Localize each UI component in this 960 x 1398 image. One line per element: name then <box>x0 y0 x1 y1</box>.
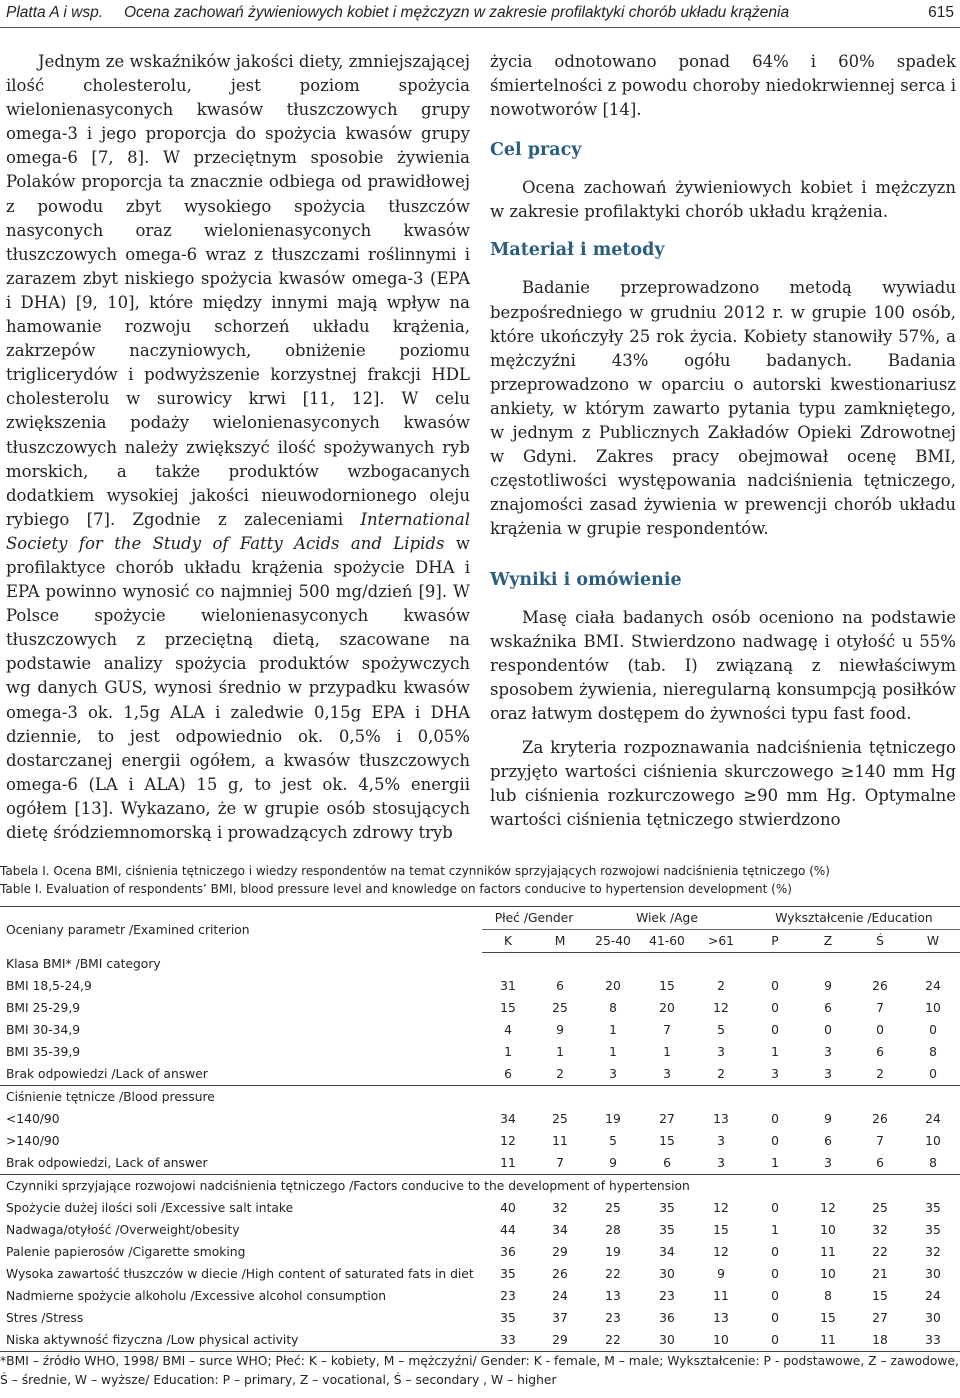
value-cell: 8 <box>824 1289 832 1303</box>
intro-paragraph <box>6 50 470 845</box>
value-cell: 30 <box>640 1329 694 1352</box>
methods-paragraph: Badanie przeprowadzono metodą wywiadu bezpośredniego w grudniu 2012 r. w grupie 100 osób, które ukończyły 25 rok życia. Kobiety stanowiły 57%, a mężczyźni 43% ogółu badanych. Badania przeprowadzono w oparciu o autorski kwestionariusz ankiety, w którym zawarto pytania typu zamkniętego, w jednym z Publicznych Zakładów Opieki Zdrowotnej w Gdyni. Zakres pracy obejmował ocenę BMI, częstotliwości występowania nadciśnienia tętniczego, znajomości zasad żywienia w prewencji chorób układu krążenia w grupie respondentów. <box>490 278 956 539</box>
value-cell: 22 <box>872 1245 888 1259</box>
value-cell: 4 <box>504 1023 512 1037</box>
value-cell: 10 <box>694 1329 748 1352</box>
table-captions <box>0 862 960 898</box>
subheader-cell: P <box>748 930 802 953</box>
subheader-cell: 25-40 <box>586 930 640 953</box>
value-cell: 3 <box>717 1134 725 1148</box>
value-cell: 30 <box>925 1267 941 1281</box>
section-title: Ciśnienie tętnicze /Blood pressure <box>0 1086 960 1109</box>
value-cell: 27 <box>659 1112 675 1126</box>
table-row <box>0 975 960 997</box>
table-row <box>0 1152 960 1175</box>
value-cell: 34 <box>500 1112 516 1126</box>
value-cell: 11 <box>713 1289 729 1303</box>
row-label: >140/90 <box>6 1134 60 1148</box>
value-cell: 2 <box>556 1067 564 1081</box>
param-header: Oceniany parametr /Examined criterion <box>0 907 482 953</box>
subheader-cell: >61 <box>694 930 748 953</box>
value-cell: 11 <box>820 1245 836 1259</box>
value-cell: 0 <box>876 1023 884 1037</box>
row-label: Nadwaga/otyłość /Overweight/obesity <box>6 1223 240 1237</box>
value-cell: 19 <box>605 1112 621 1126</box>
section-row <box>0 953 960 976</box>
value-cell: 33 <box>482 1329 534 1352</box>
value-cell: 3 <box>824 1067 832 1081</box>
value-cell: 0 <box>748 1329 802 1352</box>
value-cell: 9 <box>717 1267 725 1281</box>
value-cell: 13 <box>605 1289 621 1303</box>
value-cell: 15 <box>659 979 675 993</box>
value-cell: 0 <box>771 1134 779 1148</box>
value-cell: 9 <box>556 1023 564 1037</box>
value-cell: 6 <box>824 1001 832 1015</box>
value-cell: 8 <box>609 1001 617 1015</box>
value-cell: 7 <box>876 1001 884 1015</box>
value-cell: 10 <box>925 1001 941 1015</box>
value-cell: 6 <box>504 1067 512 1081</box>
value-cell: 34 <box>659 1245 675 1259</box>
value-cell: 3 <box>717 1045 725 1059</box>
value-cell: 7 <box>556 1156 564 1170</box>
intro-text-rest: w profilaktyce chorób układu krążenia spożycie DHA i EPA powinno wynosić co najmniej 500 mg/dzień [9]. W Polsce spożycie wielonienasyconych kwasów tłuszczowych z przeciętną dietą, szacowane na podstawie analizy spożycia produktów spożywczych wg danych GUS, wynosi średnio w przypadku kwasów omega-3 ok. 1,5g ALA i zaledwie 0,15g EPA i DHA dziennie, to jest odpowiednio ok. 0,5% i 0,05% dostarczanej energii ogółem, a kwasów tłuszczowych omega-6 (LA i ALA) 15 g, to jest ok. 4,5% energii ogółem [13]. Wykazano, że w grupie osób stosujących dietę śródziemnomorską i prowadzących zdrowy tryb <box>6 533 470 842</box>
row-label: Palenie papierosów /Cigarette smoking <box>6 1245 246 1259</box>
value-cell: 15 <box>500 1001 516 1015</box>
value-cell: 26 <box>872 1112 888 1126</box>
value-cell: 3 <box>771 1067 779 1081</box>
row-label: Brak odpowiedzi /Lack of answer <box>6 1067 208 1081</box>
value-cell: 26 <box>872 979 888 993</box>
value-cell: 24 <box>552 1289 568 1303</box>
value-cell: 1 <box>609 1023 617 1037</box>
age-header: Wiek /Age <box>586 907 748 930</box>
results-paragraph-1: Masę ciała badanych osób oceniono na podstawie wskaźnika BMI. Stwierdzono nadwagę i otyłość u 55% respondentów (tab. I) związaną z niewłaściwym sposobem żywienia, nieregularną konsumpcją posiłków oraz łatwym dostępem do żywności typu fast food. <box>490 607 956 723</box>
value-cell: 13 <box>713 1311 729 1325</box>
value-cell: 15 <box>659 1134 675 1148</box>
value-cell: 5 <box>717 1023 725 1037</box>
continued-paragraph: życia odnotowano ponad 64% i 60% spadek śmiertelności z powodu choroby niedokrwiennej serca i nowotworów [14]. <box>490 52 956 120</box>
subheader-cell: M <box>534 930 586 953</box>
value-cell: 19 <box>605 1245 621 1259</box>
value-cell: 10 <box>925 1134 941 1148</box>
value-cell: 22 <box>605 1267 621 1281</box>
value-cell: 3 <box>824 1045 832 1059</box>
subheader-cell: K <box>482 930 534 953</box>
table-row <box>0 1329 960 1352</box>
table-row <box>0 1108 960 1130</box>
value-cell: 25 <box>605 1201 621 1215</box>
value-cell: 1 <box>771 1045 779 1059</box>
value-cell: 9 <box>824 979 832 993</box>
value-cell: 29 <box>552 1245 568 1259</box>
table-footnote: *BMI – źródło WHO, 1998/ BMI – surce WHO; Płeć: K – kobiety, M – mężczyźni/ Gender: K - female, M – male; Wykształcenie: P - podstawowe, Z – zawodowe, Ś – średnie, W – wyższe/ Education: P – primary, Z – vocational, Ś – secondary , W – higher <box>0 1354 959 1387</box>
value-cell: 12 <box>500 1134 516 1148</box>
value-cell: 24 <box>925 979 941 993</box>
aim-paragraph: Ocena zachowań żywieniowych kobiet i mężczyzn w zakresie profilaktyki chorób układu krążenia. <box>490 178 956 222</box>
table-row <box>0 1241 960 1263</box>
value-cell: 36 <box>659 1311 675 1325</box>
value-cell: 35 <box>500 1311 516 1325</box>
value-cell: 3 <box>824 1156 832 1170</box>
section-row <box>0 1086 960 1109</box>
value-cell: 3 <box>717 1156 725 1170</box>
row-label: Stres /Stress <box>6 1311 84 1325</box>
value-cell: 15 <box>872 1289 888 1303</box>
value-cell: 32 <box>925 1245 941 1259</box>
value-cell: 1 <box>771 1223 779 1237</box>
running-head-title: Ocena zachowań żywieniowych kobiet i mężczyzn w zakresie profilaktyki chorób układu krążenia <box>124 4 790 21</box>
subheader-cell: W <box>906 930 960 953</box>
value-cell: 2 <box>717 979 725 993</box>
row-label: Brak odpowiedzi, Lack of answer <box>6 1156 208 1170</box>
value-cell: 26 <box>552 1267 568 1281</box>
value-cell: 12 <box>713 1201 729 1215</box>
page-number: 615 <box>928 4 954 21</box>
value-cell: 1 <box>504 1045 512 1059</box>
row-label: BMI 35-39,9 <box>6 1045 81 1059</box>
value-cell: 1 <box>556 1045 564 1059</box>
value-cell: 21 <box>872 1267 888 1281</box>
value-cell: 0 <box>771 1245 779 1259</box>
section-title: Klasa BMI* /BMI category <box>6 957 161 971</box>
value-cell: 3 <box>663 1067 671 1081</box>
value-cell: 0 <box>824 1023 832 1037</box>
value-cell: 9 <box>824 1112 832 1126</box>
value-cell: 35 <box>659 1223 675 1237</box>
value-cell: 0 <box>771 1289 779 1303</box>
value-cell: 6 <box>824 1134 832 1148</box>
value-cell: 32 <box>552 1201 568 1215</box>
table-caption-pl: Tabela I. Ocena BMI, ciśnienia tętniczego i wiedzy respondentów na temat czynników sprzyjających rozwojowi nadciśnienia tętniczego (%) <box>0 864 830 878</box>
value-cell: 27 <box>872 1311 888 1325</box>
value-cell: 11 <box>552 1134 568 1148</box>
value-cell: 20 <box>605 979 621 993</box>
value-cell: 0 <box>771 1201 779 1215</box>
table-row <box>0 997 960 1019</box>
value-cell: 30 <box>925 1311 941 1325</box>
value-cell: 25 <box>552 1001 568 1015</box>
value-cell: 12 <box>713 1001 729 1015</box>
value-cell: 8 <box>929 1156 937 1170</box>
value-cell: 15 <box>820 1311 836 1325</box>
value-cell: 0 <box>929 1067 937 1081</box>
right-column <box>490 50 956 832</box>
value-cell: 12 <box>713 1245 729 1259</box>
heading-methods: Materiał i metody <box>490 240 665 261</box>
value-cell: 0 <box>771 979 779 993</box>
row-label: Nadmierne spożycie alkoholu /Excessive alcohol consumption <box>6 1289 387 1303</box>
value-cell: 23 <box>605 1311 621 1325</box>
subheader-cell: 41-60 <box>640 930 694 953</box>
value-cell: 6 <box>876 1156 884 1170</box>
table-row <box>0 1041 960 1063</box>
value-cell: 0 <box>771 1112 779 1126</box>
value-cell: 25 <box>552 1112 568 1126</box>
value-cell: 15 <box>713 1223 729 1237</box>
value-cell: 24 <box>925 1289 941 1303</box>
value-cell: 34 <box>552 1223 568 1237</box>
table-row <box>0 1285 960 1307</box>
table-row <box>0 1307 960 1329</box>
value-cell: 37 <box>552 1311 568 1325</box>
value-cell: 0 <box>771 1311 779 1325</box>
value-cell: 7 <box>876 1134 884 1148</box>
row-label: Niska aktywność fizyczna /Low physical activity <box>0 1329 482 1352</box>
value-cell: 23 <box>659 1289 675 1303</box>
results-paragraph-2: Za kryteria rozpoznawania nadciśnienia tętniczego przyjęto wartości ciśnienia skurczowego ≥140 mm Hg lub ciśnienia rozkurczowego ≥90 mm Hg. Optymalne wartości ciśnienia tętniczego stwierdzono <box>490 737 956 830</box>
value-cell: 0 <box>771 1001 779 1015</box>
running-head-authors: Platta A i wsp. <box>6 4 104 21</box>
table-row <box>0 1263 960 1285</box>
value-cell: 29 <box>534 1329 586 1352</box>
value-cell: 11 <box>802 1329 854 1352</box>
subheader-cell: Ś <box>854 930 906 953</box>
results-table <box>0 906 960 1352</box>
value-cell: 24 <box>925 1112 941 1126</box>
value-cell: 6 <box>663 1156 671 1170</box>
value-cell: 1 <box>771 1156 779 1170</box>
value-cell: 1 <box>663 1045 671 1059</box>
row-label: BMI 25-29,9 <box>6 1001 81 1015</box>
value-cell: 2 <box>876 1067 884 1081</box>
left-column <box>6 50 470 845</box>
section-title: Czynniki sprzyjające rozwojowi nadciśnienia tętniczego /Factors conducive to the development of hypertension <box>0 1175 960 1198</box>
value-cell: 2 <box>717 1067 725 1081</box>
value-cell: 6 <box>876 1045 884 1059</box>
value-cell: 35 <box>500 1267 516 1281</box>
header-rule <box>0 27 960 28</box>
value-cell: 3 <box>609 1067 617 1081</box>
running-head <box>6 4 954 28</box>
value-cell: 1 <box>609 1045 617 1059</box>
heading-results: Wyniki i omówienie <box>490 569 682 590</box>
value-cell: 22 <box>586 1329 640 1352</box>
value-cell: 9 <box>609 1156 617 1170</box>
value-cell: 23 <box>500 1289 516 1303</box>
value-cell: 5 <box>609 1134 617 1148</box>
value-cell: 35 <box>659 1201 675 1215</box>
table-row <box>0 1130 960 1152</box>
value-cell: 0 <box>771 1267 779 1281</box>
value-cell: 28 <box>605 1223 621 1237</box>
value-cell: 44 <box>500 1223 516 1237</box>
value-cell: 32 <box>872 1223 888 1237</box>
value-cell: 33 <box>906 1329 960 1352</box>
value-cell: 35 <box>925 1201 941 1215</box>
value-cell: 31 <box>500 979 516 993</box>
value-cell: 25 <box>872 1201 888 1215</box>
heading-aim: Cel pracy <box>490 140 582 161</box>
value-cell: 12 <box>820 1201 836 1215</box>
value-cell: 30 <box>659 1267 675 1281</box>
table-row <box>0 1063 960 1086</box>
value-cell: 0 <box>929 1023 937 1037</box>
value-cell: 8 <box>929 1045 937 1059</box>
value-cell: 36 <box>500 1245 516 1259</box>
value-cell: 11 <box>500 1156 516 1170</box>
row-label: Wysoka zawartość tłuszczów w diecie /High content of saturated fats in diet <box>6 1267 474 1281</box>
gender-header: Płeć /Gender <box>482 907 586 930</box>
value-cell: 6 <box>556 979 564 993</box>
value-cell: 20 <box>659 1001 675 1015</box>
society-name: International Society for the Study of Fatty Acids and Lipids <box>6 509 470 553</box>
row-label: BMI 18,5-24,9 <box>6 979 92 993</box>
value-cell: 0 <box>771 1023 779 1037</box>
value-cell: 7 <box>663 1023 671 1037</box>
education-header: Wykształcenie /Education <box>748 907 960 930</box>
value-cell: 18 <box>854 1329 906 1352</box>
section-row <box>0 1175 960 1198</box>
intro-text: Jednym ze wskaźników jakości diety, zmniejszającej ilość cholesterolu, jest poziom spożycia wielonienasyconych kwasów tłuszczowych grupy omega-3 i jego proporcja do spożycia kwasów grupy omega-6 [7, 8]. W przeciętnym sposobie żywienia Polaków proporcja ta znacznie odbiega od prawidłowej z powodu zbyt wysokiego spożycia tłuszczów nasyconych oraz wielonienasyconych kwasów tłuszczowych omega-6 wraz z tłuszczami roślinnymi i zarazem zbyt niskiego spożycia kwasów omega-3 (EPA i DHA) [9, 10], które między innymi mają wpływ na hamowanie rozwoju schorzeń układu krążenia, zakrzepów naczyniowych, obniżenie poziomu triglicerydów i podwyższenie korzystnej frakcji HDL cholesterolu w surowicy krwi [11, 12]. W celu zwiększenia podaży wielonienasyconych kwasów tłuszczowych należy zwiększyć ilość spożywanych ryb morskich, a także produktów wzbogacanych dodatkiem wysokiej jakości nieuwodornionego oleju rybiego [7]. Zgodnie z zaleceniami <box>6 52 470 529</box>
value-cell: 13 <box>713 1112 729 1126</box>
subheader-cell: Z <box>802 930 854 953</box>
table-row <box>0 1197 960 1219</box>
row-label: <140/90 <box>6 1112 60 1126</box>
table-row <box>0 1219 960 1241</box>
value-cell: 40 <box>500 1201 516 1215</box>
row-label: Spożycie dużej ilości soli /Excessive salt intake <box>6 1201 294 1215</box>
table-row <box>0 1019 960 1041</box>
value-cell: 10 <box>820 1267 836 1281</box>
row-label: BMI 30-34,9 <box>6 1023 81 1037</box>
table-caption-en: Table I. Evaluation of respondents’ BMI, blood pressure level and knowledge on factors conducive to hypertension development (%) <box>0 882 792 896</box>
value-cell: 10 <box>820 1223 836 1237</box>
value-cell: 35 <box>925 1223 941 1237</box>
